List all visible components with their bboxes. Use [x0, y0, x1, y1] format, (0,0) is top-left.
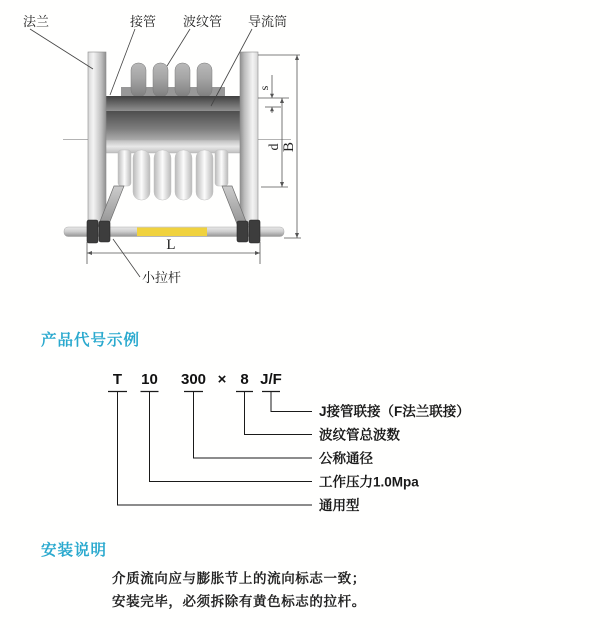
explanation-diameter: 公称通径	[319, 451, 373, 466]
code-explanations	[319, 403, 470, 513]
install-line-1: 介质流向应与膨胀节上的流向标志一致；	[112, 571, 366, 586]
code-part-type: T	[112, 371, 123, 388]
product-code-breakdown	[0, 355, 600, 520]
code-part-multiply: ×	[217, 371, 227, 388]
explanation-connection: J接管联接（F法兰联接）	[319, 404, 470, 419]
code-part-waves: 8	[240, 371, 249, 388]
explanation-type: 通用型	[319, 498, 360, 513]
code-connectors	[118, 392, 313, 506]
label-tie-rod: 小拉杆	[142, 270, 182, 285]
bellows-external	[103, 140, 243, 200]
bellows-cross-section	[121, 63, 225, 98]
guide-tube-cavity	[106, 111, 240, 140]
label-pipe: 接管	[130, 14, 157, 29]
label-flange: 法兰	[23, 14, 50, 29]
label-bellows: 波纹管	[183, 14, 223, 29]
yellow-mark-band	[137, 228, 207, 237]
install-section-heading: 安装说明	[41, 542, 108, 559]
left-flange	[88, 52, 106, 225]
dim-L: L	[166, 237, 176, 253]
install-line-2: 安装完毕，必须拆除有黄色标志的拉杆。	[112, 594, 366, 609]
label-guide-tube: 导流筒	[248, 14, 288, 29]
right-flange	[240, 52, 258, 225]
code-part-connection: J/F	[260, 371, 282, 388]
explanation-waves: 波纹管总波数	[319, 427, 400, 443]
explanation-pressure: 工作压力1.0Mpa	[319, 474, 419, 490]
dim-d: d	[267, 143, 282, 151]
expansion-joint-diagram	[0, 0, 340, 300]
code-part-diameter: 300	[180, 371, 207, 388]
dim-s: s	[257, 85, 271, 91]
code-part-pressure: 10	[141, 371, 158, 388]
dim-B: B	[281, 141, 297, 153]
install-instructions	[112, 567, 366, 613]
pipe-wall-band	[106, 96, 240, 111]
code-section-heading: 产品代号示例	[41, 332, 141, 349]
product-code	[113, 371, 282, 388]
